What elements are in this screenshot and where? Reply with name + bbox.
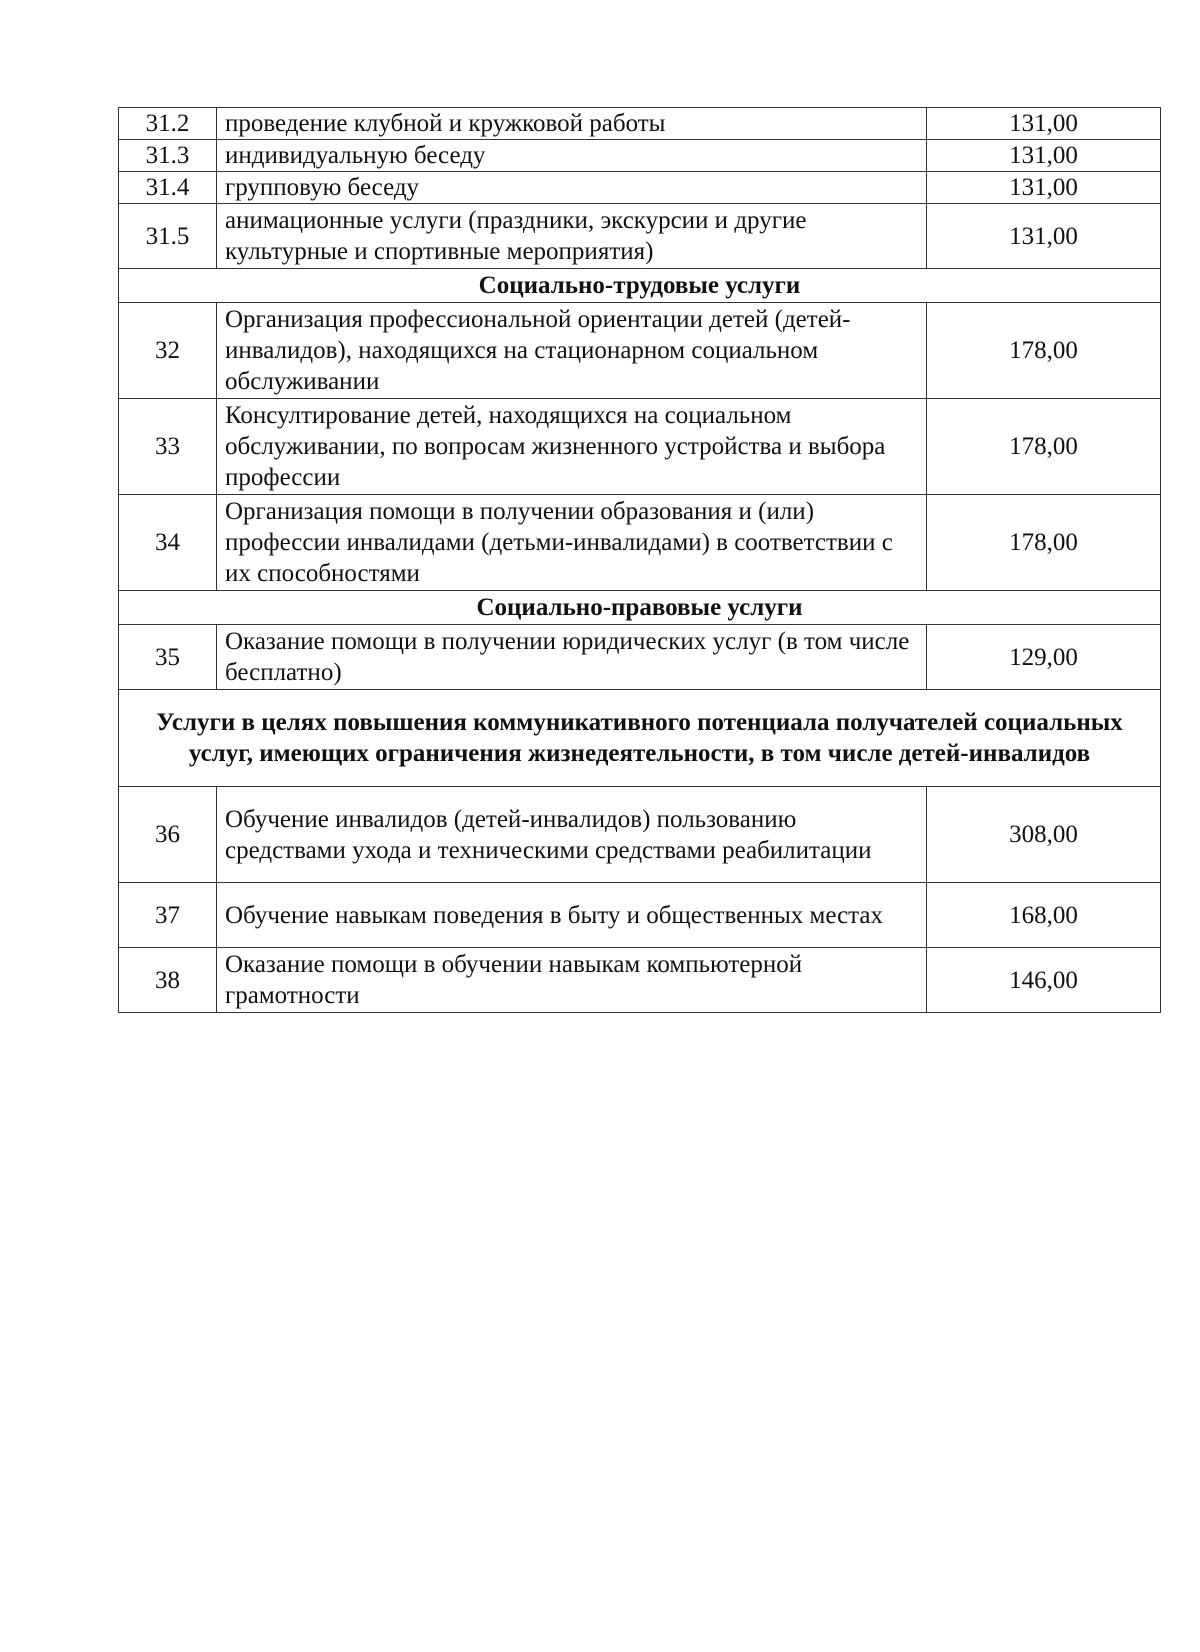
item-number: 32 bbox=[119, 303, 217, 399]
item-number: 35 bbox=[119, 625, 217, 690]
service-description: Обучение навыкам поведения в быту и общественных местах bbox=[217, 883, 927, 948]
table-row bbox=[119, 108, 1161, 140]
service-description: Обучение инвалидов (детей-инвалидов) пользованию средствами ухода и техническими средствами реабилитации bbox=[217, 787, 927, 883]
table-row bbox=[119, 495, 1161, 591]
item-number: 33 bbox=[119, 399, 217, 495]
section-header-row bbox=[119, 690, 1161, 787]
item-number: 36 bbox=[119, 787, 217, 883]
table-row bbox=[119, 787, 1161, 883]
table-row bbox=[119, 625, 1161, 690]
service-price: 178,00 bbox=[927, 399, 1161, 495]
service-description: проведение клубной и кружковой работы bbox=[217, 108, 927, 140]
table-row bbox=[119, 204, 1161, 269]
item-number: 38 bbox=[119, 948, 217, 1013]
service-description: индивидуальную беседу bbox=[217, 140, 927, 172]
service-description: анимационные услуги (праздники, экскурсии и другие культурные и спортивные мероприятия) bbox=[217, 204, 927, 269]
service-price: 308,00 bbox=[927, 787, 1161, 883]
item-number: 34 bbox=[119, 495, 217, 591]
section-title: Услуги в целях повышения коммуникативного потенциала получателей социальных услуг, имеющих ограничения жизнедеятельности, в том числе детей-инвалидов bbox=[119, 690, 1161, 787]
service-price: 131,00 bbox=[927, 172, 1161, 204]
service-description: Организация помощи в получении образования и (или) профессии инвалидами (детьми-инвалидами) в соответствии с их способностями bbox=[217, 495, 927, 591]
service-price: 129,00 bbox=[927, 625, 1161, 690]
service-description: Оказание помощи в обучении навыкам компьютерной грамотности bbox=[217, 948, 927, 1013]
service-price: 131,00 bbox=[927, 108, 1161, 140]
item-number: 31.2 bbox=[119, 108, 217, 140]
services-price-table bbox=[118, 107, 1161, 1013]
item-number: 37 bbox=[119, 883, 217, 948]
item-number: 31.3 bbox=[119, 140, 217, 172]
service-price: 131,00 bbox=[927, 140, 1161, 172]
section-header-row bbox=[119, 591, 1161, 625]
table-body bbox=[119, 108, 1161, 1013]
service-description: Организация профессиональной ориентации детей (детей-инвалидов), находящихся на стационарном социальном обслуживании bbox=[217, 303, 927, 399]
service-price: 146,00 bbox=[927, 948, 1161, 1013]
service-description: Консултирование детей, находящихся на социальном обслуживании, по вопросам жизненного устройства и выбора профессии bbox=[217, 399, 927, 495]
service-price: 168,00 bbox=[927, 883, 1161, 948]
table-row bbox=[119, 948, 1161, 1013]
section-header-row bbox=[119, 269, 1161, 303]
service-description: Оказание помощи в получении юридических услуг (в том числе бесплатно) bbox=[217, 625, 927, 690]
table-row bbox=[119, 399, 1161, 495]
table-row bbox=[119, 883, 1161, 948]
table-row bbox=[119, 172, 1161, 204]
table-row bbox=[119, 140, 1161, 172]
service-price: 178,00 bbox=[927, 303, 1161, 399]
item-number: 31.4 bbox=[119, 172, 217, 204]
section-title: Социально-правовые услуги bbox=[119, 591, 1161, 625]
table-row bbox=[119, 303, 1161, 399]
service-price: 178,00 bbox=[927, 495, 1161, 591]
item-number: 31.5 bbox=[119, 204, 217, 269]
section-title: Социально-трудовые услуги bbox=[119, 269, 1161, 303]
service-description: групповую беседу bbox=[217, 172, 927, 204]
service-price: 131,00 bbox=[927, 204, 1161, 269]
